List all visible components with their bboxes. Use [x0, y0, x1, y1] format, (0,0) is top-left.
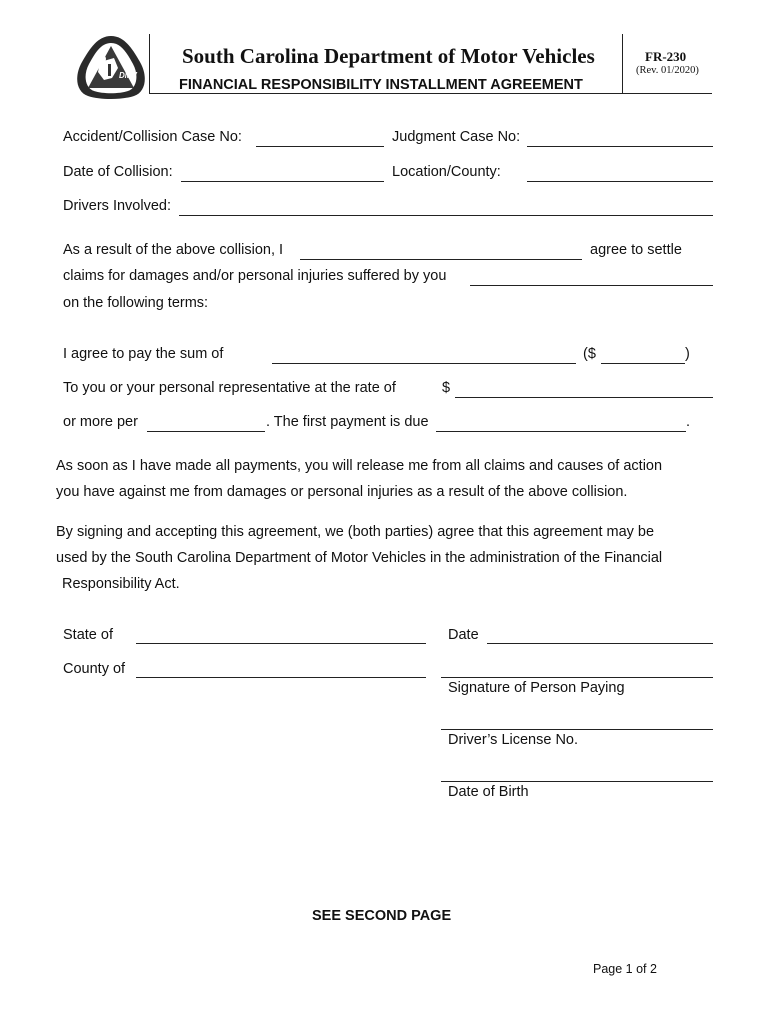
period-underline	[147, 431, 265, 432]
rate-amount-field[interactable]	[455, 378, 713, 398]
dmv-logo	[72, 34, 150, 100]
pay-sum-label: I agree to pay the sum of	[63, 346, 224, 362]
dob-underline	[441, 781, 713, 782]
judgment-no-field[interactable]	[527, 127, 713, 147]
date-collision-underline	[181, 181, 384, 182]
form-number: FR-230	[645, 49, 687, 64]
location-field[interactable]	[527, 162, 713, 182]
date-underline	[487, 643, 713, 644]
per-label: or more per	[63, 414, 138, 430]
see-second-page: SEE SECOND PAGE	[312, 908, 452, 924]
license-field[interactable]	[441, 708, 713, 728]
dollar-close: )	[685, 346, 690, 362]
form-revision: (Rev. 01/2020)	[636, 65, 699, 76]
header-divider-left	[149, 34, 150, 94]
sum-amount-field[interactable]	[601, 344, 685, 364]
rate-label: To you or your personal representative at the rate of	[63, 380, 396, 396]
license-label: Driver’s License No.	[448, 732, 579, 748]
state-field[interactable]	[136, 624, 426, 644]
state-label: State of	[63, 627, 113, 643]
agency-title: South Carolina Department of Motor Vehicles	[182, 44, 595, 68]
first-payment-period: .	[686, 414, 691, 430]
payer-name-field[interactable]	[300, 240, 582, 260]
release-line1: As soon as I have made all payments, you will release me from all claims and causes of action	[56, 458, 663, 474]
signature-underline	[441, 677, 713, 678]
signature-label: Signature of Person Paying	[448, 680, 625, 696]
county-field[interactable]	[136, 658, 426, 678]
dob-label: Date of Birth	[448, 784, 529, 800]
case-no-underline	[256, 146, 384, 147]
location-label: Location/County:	[392, 164, 501, 180]
sum-words-field[interactable]	[272, 344, 576, 364]
agreement-line3: on the following terms:	[63, 295, 209, 311]
sum-amount-underline	[601, 363, 685, 364]
logo-text: DMV	[119, 71, 137, 80]
agreement-line1-end: agree to settle	[590, 242, 682, 258]
release-line2: you have against me from damages or personal injuries as a result of the above collision.	[56, 484, 628, 500]
judgment-no-underline	[527, 146, 713, 147]
dob-field[interactable]	[441, 760, 713, 780]
header-divider-right	[622, 34, 623, 94]
dollar-open: ($	[583, 346, 596, 362]
drivers-underline	[179, 215, 713, 216]
state-underline	[136, 643, 426, 644]
date-field[interactable]	[487, 624, 713, 644]
rate-amount-underline	[455, 397, 713, 398]
payee-name-field[interactable]	[470, 266, 713, 286]
first-payment-field[interactable]	[436, 412, 686, 432]
header-rule	[150, 93, 712, 94]
case-no-field[interactable]	[256, 127, 384, 147]
signature-field[interactable]	[441, 656, 713, 676]
agreement-line2: claims for damages and/or personal injuries suffered by you	[63, 268, 447, 284]
page-number: Page 1 of 2	[593, 962, 657, 976]
date-collision-field[interactable]	[181, 162, 384, 182]
first-payment-label: . The first payment is due	[266, 414, 429, 430]
case-no-label: Accident/Collision Case No:	[63, 129, 242, 145]
sum-words-underline	[272, 363, 576, 364]
first-payment-underline	[436, 431, 686, 432]
agreement-line1-start: As a result of the above collision, I	[63, 242, 284, 258]
rate-dollar-sign: $	[442, 380, 451, 396]
drivers-field[interactable]	[179, 196, 713, 216]
period-field[interactable]	[147, 412, 265, 432]
date-collision-label: Date of Collision:	[63, 164, 173, 180]
county-underline	[136, 677, 426, 678]
consent-line1: By signing and accepting this agreement, we (both parties) agree that this agreement may be	[56, 524, 655, 540]
date-label: Date	[448, 627, 479, 643]
consent-line3: Responsibility Act.	[62, 576, 180, 592]
license-underline	[441, 729, 713, 730]
consent-line2: used by the South Carolina Department of Motor Vehicles in the administration of the Financial	[56, 550, 663, 566]
county-label: County of	[63, 661, 126, 677]
payer-name-underline	[300, 259, 582, 260]
form-title: FINANCIAL RESPONSIBILITY INSTALLMENT AGREEMENT	[179, 77, 583, 93]
payee-name-underline	[470, 285, 713, 286]
drivers-label: Drivers Involved:	[63, 198, 171, 214]
location-underline	[527, 181, 713, 182]
judgment-no-label: Judgment Case No:	[392, 129, 521, 145]
